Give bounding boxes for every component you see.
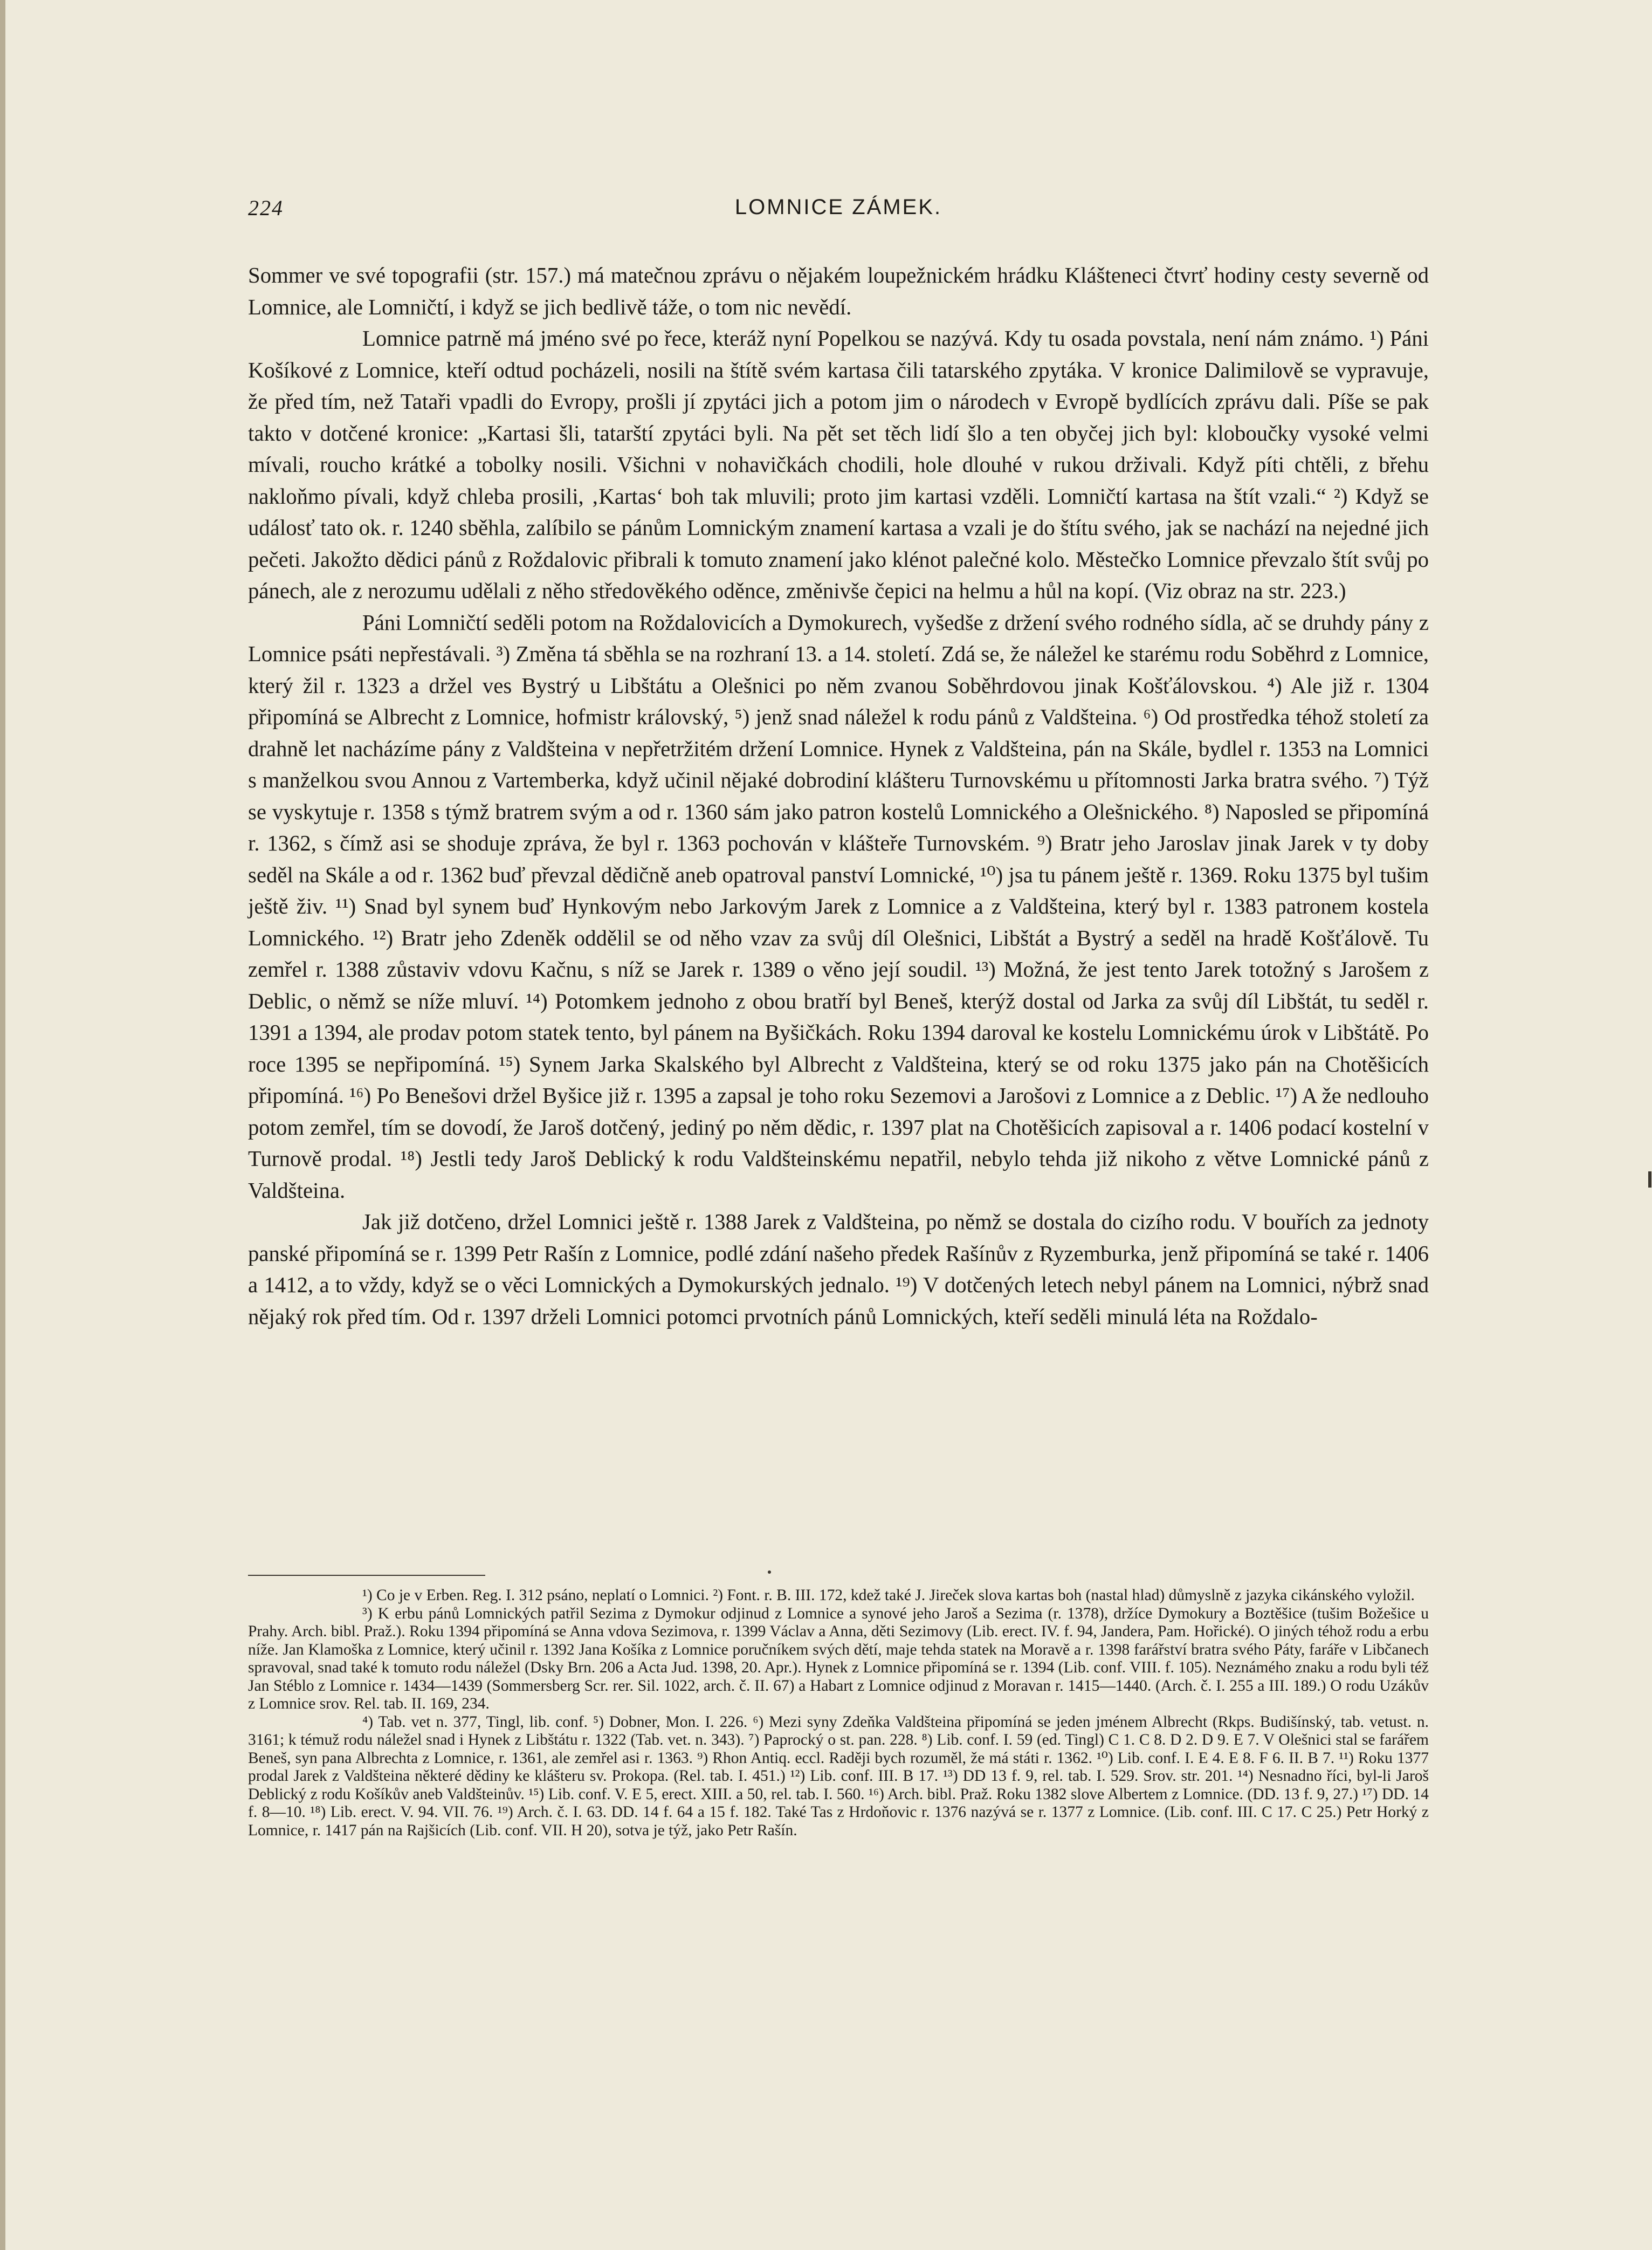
paragraph: Sommer ve své topografii (str. 157.) má matečnou zprávu o nějakém loupežnickém hrádku Klášteneci čtvrť hodiny cesty severně od Lomnice, ale Lomničtí, i když se jich bedlivě táže, o tom nic nevědí. <box>248 263 1429 319</box>
page-edge-mark <box>1648 1171 1651 1188</box>
footnote-divider <box>248 1575 485 1576</box>
ink-dot <box>768 1570 771 1574</box>
paragraph: Páni Lomničtí seděli potom na Roždalovicích a Dymokurech, vyšedše z držení svého rodného sídla, ač se druhdy pány z Lomnice psáti nepřestávali. ³) Změna tá sběhla se na rozhraní 13. a 14. století. Zdá se, že náležel ke starému rodu Soběhrd z Lomnice, který žil r. 1323 a držel ves Bystrý u Libštátu a Olešnici po něm zvanou Soběhrdovou jinak Košťálovskou. ⁴) Ale již r. 1304 připomíná se Albrecht z Lomnice, hofmistr královský, ⁵) jenž snad náležel k rodu pánů z Valdšteina. ⁶) Od prostředka téhož století za drahně let nacházíme pány z Valdšteina v nepřetržitém držení Lomnice. Hynek z Valdšteina, pán na Skále, bydlel r. 1353 na Lomnici s manželkou svou Annou z Vartemberka, když učinil nějaké dobrodiní klášteru Turnovskému u přítomnosti Jarka bratra svého. ⁷) Týž se vyskytuje r. 1358 s týmž bratrem svým a od r. 1360 sám jako patron kostelů Lomnického a Olešnického. ⁸) Naposled se připomíná r. 1362, s čímž asi se shoduje zpráva, že byl r. 1363 pochován v klášteře Turnovském. ⁹) Bratr jeho Jaroslav jinak Jarek v ty doby seděl na Skále a od r. 1362 buď převzal dědičně aneb opatroval panství Lomnické, ¹⁰) jsa tu pánem ještě r. 1369. Roku 1375 byl tušim ještě živ. ¹¹) Snad byl synem buď Hynkovým nebo Jarkovým Jarek z Lomnice a z Valdšteina, který byl r. 1383 patronem kostela Lomnického. ¹²) Bratr jeho Zdeněk oddělil se od něho vzav za svůj díl Olešnici, Libštát a Bystrý a seděl na hradě Košťálově. Tu zemřel r. 1388 zůstaviv vdovu Kačnu, s níž se Jarek r. 1389 o věno její soudil. ¹³) Možná, že jest tento Jarek totožný s Jarošem z Deblic, o němž se níže mluví. ¹⁴) Potomkem jednoho z obou bratří byl Beneš, kterýž dostal od Jarka za svůj díl Libštát, tu seděl r. 1391 a 1394, ale prodav potom statek tento, byl pánem na Byšičkách. Roku 1394 daroval ke kostelu Lomnickému úrok v Libštátě. Po roce 1395 se nepřipomíná. ¹⁵) Synem Jarka Skalského byl Albrecht z Valdšteina, který se od roku 1375 jako pán na Chotěšicích připomíná. ¹⁶) Po Benešovi držel Byšice již r. 1395 a zapsal je toho roku Sezemovi a Jarošovi z Lomnice a z Deblic. ¹⁷) A že nedlouho potom zemřel, tím se dovodí, že Jaroš dotčený, jediný po něm dědic, r. 1397 plat na Chotěšicích zapisoval a r. 1406 podací kostelní v Turnově prodal. ¹⁸) Jestli tedy Jaroš Deblický k rodu Valdšteinskému nepatřil, nebylo tehda již nikoho z větve Lomnické pánů z Valdšteina. <box>248 610 1429 1203</box>
footnote: ¹) Co je v Erben. Reg. I. 312 psáno, neplatí o Lomnici. ²) Font. r. B. III. 172, kdež také J. Jireček slova kartas boh (nastal hlad) důmyslně z jazyka cikánského vyložil. <box>362 1587 1415 1604</box>
main-text <box>248 260 1429 1333</box>
page-header <box>248 195 1429 228</box>
running-title: LOMNICE ZÁMEK. <box>734 195 942 219</box>
page-number: 224 <box>248 196 284 220</box>
page-spine-edge <box>0 0 5 2250</box>
footnote: ⁴) Tab. vet n. 377, Tingl, lib. conf. ⁵) Dobner, Mon. I. 226. ⁶) Mezi syny Zdeňka Valdšteina připomíná se jeden jménem Albrecht (Rkps. Budišínský, tab. vetust. n. 3161; k témuž rodu náležel snad i Hynek z Libštátu r. 1322 (Tab. vet. n. 343). ⁷) Paprocký o st. pan. 228. ⁸) Lib. conf. I. 59 (ed. Tingl) C 1. C 8. D 2. D 9. E 7. V Olešnici stal se farářem Beneš, syn pana Albrechta z Lomnice, r. 1361, ale zemřel asi r. 1363. ⁹) Rhon Antiq. eccl. Raději bych rozuměl, že má státi r. 1362. ¹⁰) Lib. conf. I. E 4. E 8. F 6. II. B 7. ¹¹) Roku 1377 prodal Jarek z Valdšteina některé dědiny ke klášteru sv. Prokopa. (Rel. tab. I. 451.) ¹²) Lib. conf. III. B 17. ¹³) DD 13 f. 9, rel. tab. I. 529. Srov. str. 201. ¹⁴) Nesnadno říci, byl-li Jaroš Deblický z rodu Košíkův aneb Valdšteinův. ¹⁵) Lib. conf. V. E 5, erect. XIII. a 50, rel. tab. I. 560. ¹⁶) Arch. bibl. Praž. Roku 1382 slove Albertem z Lomnice. (DD. 13 f. 9, 27.) ¹⁷) DD. 14 f. 8—10. ¹⁸) Lib. erect. V. 94. VII. 76. ¹⁹) Arch. č. I. 63. DD. 14 f. 64 a 15 f. 182. Také Tas z Hrdoňovic r. 1376 nazývá se r. 1377 z Lomnice. (Lib. conf. III. C 17. C 25.) Petr Horký z Lomnice, r. 1417 pán na Rajšicích (Lib. conf. VII. H 20), sotva je týž, jako Petr Rašín. <box>248 1713 1429 1839</box>
paragraph: Jak již dotčeno, držel Lomnici ještě r. 1388 Jarek z Valdšteina, po němž se dostala do cizího rodu. V bouřích za jednoty panské připomíná se r. 1399 Petr Rašín z Lomnice, podlé zdání našeho předek Rašínův z Ryzemburka, jenž připomíná se také r. 1406 a 1412, a to vždy, když se o věci Lomnických a Dymokurských jednalo. ¹⁹) V dotčených letech nebyl pánem na Lomnici, nýbrž snad nějaký rok před tím. Od r. 1397 drželi Lomnici potomci prvotních pánů Lomnických, kteří seděli minulá léta na Roždalo- <box>248 1210 1429 1329</box>
footnotes <box>248 1587 1429 1840</box>
paragraph: Lomnice patrně má jméno své po řece, kteráž nyní Popelkou se nazývá. Kdy tu osada povstala, není nám známo. ¹) Páni Košíkové z Lomnice, kteří odtud pocházeli, nosili na štítě svém kartasa čili tatarského zpytáka. V kronice Dalimilově se vypravuje, že před tím, než Tataři vpadli do Evropy, prošli jí zpytáci jich a potom jim o národech v Evropě bydlících zprávu dali. Píše se pak takto v dotčené kronice: „Kartasi šli, tatarští zpytáci byli. Na pět set těch lidí šlo a ten obyčej jich byl: kloboučky vysoké velmi mívali, roucho krátké a tobolky nosili. Všichni v nohavičkách chodili, hole dlouhé v rukou drživali. Když píti chtěli, z břehu nakloňmo pívali, když chleba prosili, ‚Kartas‘ boh tak mluvili; proto jim kartasi vzděli. Lomničtí kartasa na štít vzali.“ ²) Když se událosť tato ok. r. 1240 sběhla, zalíbilo se pánům Lomnickým znamení kartasa a vzali je do štítu svého, jak se nachází na nejedné jich pečeti. Jakožto dědici pánů z Roždalovic přibrali k tomuto znamení jako klénot palečné kolo. Městečko Lomnice převzalo štít svůj po pánech, ale z nerozumu udělali z něho středověkého oděnce, změnivše čepici na helmu a hůl na kopí. (Viz obraz na str. 223.) <box>248 326 1429 603</box>
footnote: ³) K erbu pánů Lomnických patřil Sezima z Dymokur odjinud z Lomnice a synové jeho Jaroš a Sezima (r. 1378), držíce Dymokury a Boztěšice (tušim Božešice u Prahy. Arch. bibl. Praž.). Roku 1394 připomíná se Anna vdova Sezimova, r. 1399 Václav a Anna, děti Sezimovy (Lib. erect. IV. f. 94, Jandera, Pam. Hořické). O jiných téhož rodu a erbu níže. Jan Klamoška z Lomnice, který učinil r. 1392 Jana Košíka z Lomnice poručníkem svých dětí, maje tehda statek na Moravě a r. 1398 farářství bratra svého Páty, faráře v Libčanech spravoval, snad také k tomuto rodu náležel (Dsky Brn. 206 a Acta Jud. 1398, 20. Apr.). Hynek z Lomnice připomíná se r. 1394 (Lib. conf. VIII. f. 105). Neznámého znaku a rodu byli též Jan Stéblo z Lomnice r. 1434—1439 (Sommersberg Scr. rer. Sil. 1022, arch. č. II. 67) a Habart z Lomnice odjinud z Moravan r. 1415—1440. (Arch. č. I. 255 a III. 189.) O rodu Uzákův z Lomnice srov. Rel. tab. II. 169, 234. <box>248 1604 1429 1712</box>
